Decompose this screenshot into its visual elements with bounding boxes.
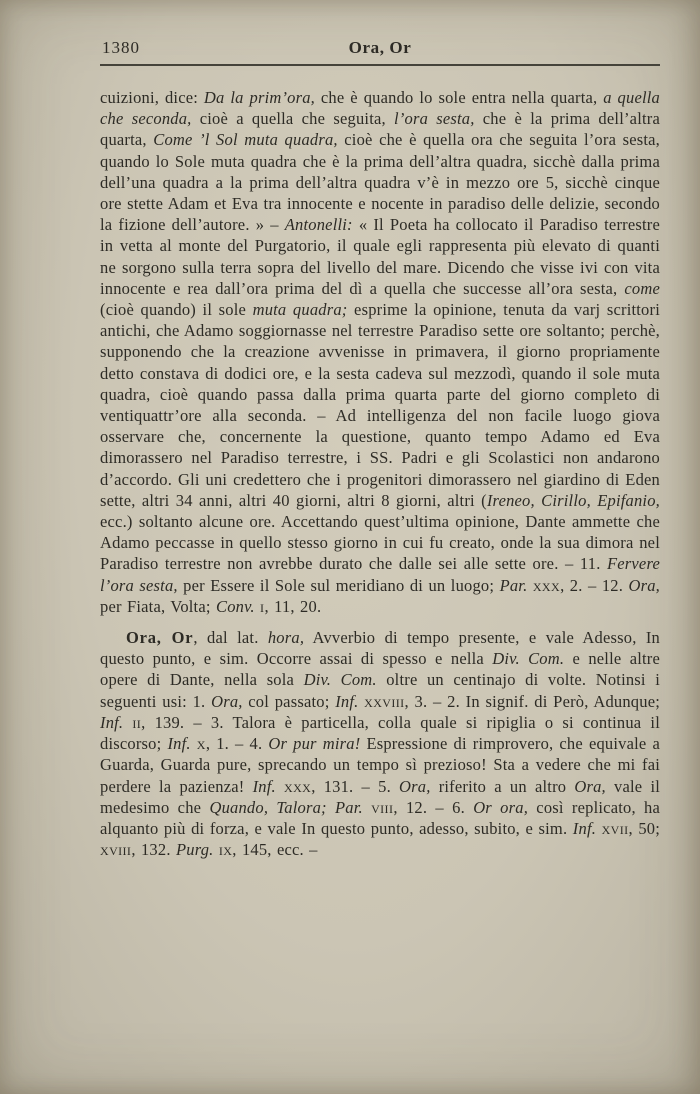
text-run: , 145, ecc. – <box>232 840 318 860</box>
text-run: a quella che seconda, <box>100 88 660 129</box>
text-run: Par. <box>499 575 528 595</box>
text-run: Div. Com. <box>303 670 377 690</box>
text-run: vale il medesimo che <box>100 776 661 817</box>
text-run: ecc.) soltanto alcune ore. Accettando quest’ultima opinione, Dante ammette che Adamo peccasse in quello stesso giorno in cui fu creato, onde la sua dimora nel Paradiso terrestre non avrebbe durato che dalle sei alle sette ore. – 11. <box>100 512 660 574</box>
text-run: esprime la opinione, tenuta da varj scrittori antichi, che Adamo soggiornasse nel terrestre Paradiso sette ore soltanto; perchè, supponendo che la creazione avvenisse in primavera, il giorno propriamente detto constava di dodici ore, e la sesta cadeva sul mezzodì, quando il sole muta quadra, cioè quando passa dalla prima quarta parte del giorno completo di ventiquattr’ore alla seconda. – Ad intelligenza del non facile luogo giova osservare che, concernente la questione, quanto tempo Adamo ed Eva dimorassero nel Paradiso terrestre, i SS. Padri e gli Scolastici non andarono d’accordo. Gli uni credettero che i progenitori dimorassero nel giardino di Eden sette, altri 34 anni, altri 40 giorni, altri 8 giorni, altri ( <box>100 300 660 510</box>
text-run: riferito a un altro <box>430 776 575 796</box>
text-run: Or pur mira! <box>268 734 361 754</box>
text-run: Ora, <box>574 776 606 796</box>
text-run: xxviii <box>364 691 405 711</box>
text-run: Ora, Or <box>126 628 194 648</box>
text-run: cioè a quella che seguita, <box>191 109 395 129</box>
running-title: Ora, Or <box>348 38 412 57</box>
text-run: Espressione di rimprovero, che equivale a Guarda, Guarda pure, sprecando un tempo sì prezioso! Sta a vedere che mi fai perdere la pazienza! <box>100 734 661 796</box>
text-run: , 1. – 4. <box>205 734 269 754</box>
text-run: Purg. <box>175 840 214 860</box>
text-run <box>123 713 132 732</box>
text-run: i <box>260 596 265 616</box>
text-run: , 2. – 12. <box>560 575 629 595</box>
text-run: , 132. <box>131 840 176 860</box>
text-run: , 139. – 3. Talora è particella, colla quale si ripiglia o si continua il discorso; <box>100 712 660 754</box>
text-run: cioè che è quella ora che seguita l’ora sesta, quando lo Sole muta quadra che è la prima dell’altra quadra, sicchè dalla prima dell’una quadra a la prima dell’altra quadra v’è in mezzo ore 5, sicchè cinque ore stette Adam et Eva tra innocente e nocente in paradiso delle delizie, secondo la fizione dell’autore. » – <box>100 130 661 235</box>
text-run: viii <box>371 797 394 817</box>
header-rule <box>100 64 660 66</box>
text-run: cuizioni, dice: <box>100 88 204 107</box>
text-run: così replicato, ha alquanto più di forza, e vale In questo punto, adesso, subito, e sim. <box>100 797 661 838</box>
text-run: e nelle altre opere di Dante, nella sola <box>100 649 661 690</box>
text-run: Avverbio di tempo presente, e vale Adesso, In questo punto, e sim. Occorre assai di spesso e nella <box>100 628 660 669</box>
text-run: Come ’l Sol muta quadra, <box>153 130 338 150</box>
text-run: Inf. <box>572 818 597 838</box>
text-run: xxx <box>284 776 312 796</box>
text-run: oltre un centinajo di volte. Notinsi i seguenti usi: 1. <box>100 670 660 711</box>
text-run: come <box>624 278 660 298</box>
text-run: Conv. <box>215 596 255 616</box>
text-block <box>100 87 660 860</box>
text-run: l’ora sesta, <box>394 109 475 129</box>
text-run: Quando, Talora; Par. <box>209 797 363 817</box>
text-run: Da la prim’ora, <box>203 88 316 107</box>
text-run: x <box>196 734 206 754</box>
text-run: , 11, 20. <box>264 596 322 616</box>
text-run: Div. Com. <box>492 649 565 669</box>
page-header <box>100 38 660 60</box>
text-run: Or ora, <box>473 797 529 817</box>
text-run: Inf. <box>167 734 191 754</box>
text-run <box>276 777 284 796</box>
text-run: Fervere l’ora sesta, <box>100 554 660 595</box>
text-run: Antonelli: <box>284 215 353 235</box>
paragraph <box>100 627 660 860</box>
text-run: che è la prima dell’altra quarta, <box>100 109 660 150</box>
text-run: ix <box>218 840 233 860</box>
text-run: Inf. <box>335 691 359 711</box>
text-run: muta quadra; <box>252 300 348 320</box>
text-run: , 3. – 2. In signif. di Però, Adunque; <box>404 691 661 711</box>
text-run: , 131. – 5. <box>311 776 400 796</box>
text-run: col passato; <box>242 691 336 711</box>
text-run: Inf. <box>252 776 276 796</box>
text-run: ii <box>132 712 142 732</box>
text-run: xvii <box>601 818 629 838</box>
text-run <box>363 798 371 817</box>
text-run: Ora, <box>211 691 243 711</box>
text-run: hora, <box>267 628 305 648</box>
text-run: « Il Poeta ha collocato il Paradiso terrestre in vetta al monte del Purgatorio, il quale egli rappresenta più elevato di quanti ne sorgono sulla terra sopra del livello del mare. Dicendo che visse ivi con vita innocente e rea dall’ora prima del dì a quella che successe all’ora sesta, <box>100 215 660 298</box>
page-number: 1380 <box>102 38 140 57</box>
text-run: per Fiata, Volta; <box>100 596 216 616</box>
text-run: Ora, <box>399 776 431 796</box>
text-run: Ireneo, Cirillo, Epifanio, <box>486 490 660 510</box>
text-run: , 12. – 6. <box>393 797 474 817</box>
text-run: Inf. <box>100 712 124 732</box>
text-run: che è quando lo sole entra nella quarta, <box>315 88 604 107</box>
text-run: Ora, <box>628 575 661 595</box>
text-run: xviii <box>100 840 132 860</box>
text-run: per Essere il Sole sul meridiano di un luogo; <box>177 575 500 595</box>
text-run: xxx <box>532 575 561 595</box>
text-run: , dal lat. <box>193 628 268 648</box>
text-run: (cioè quando) il sole <box>100 300 253 320</box>
text-run: , 50; <box>628 818 661 838</box>
paragraph <box>100 87 660 617</box>
